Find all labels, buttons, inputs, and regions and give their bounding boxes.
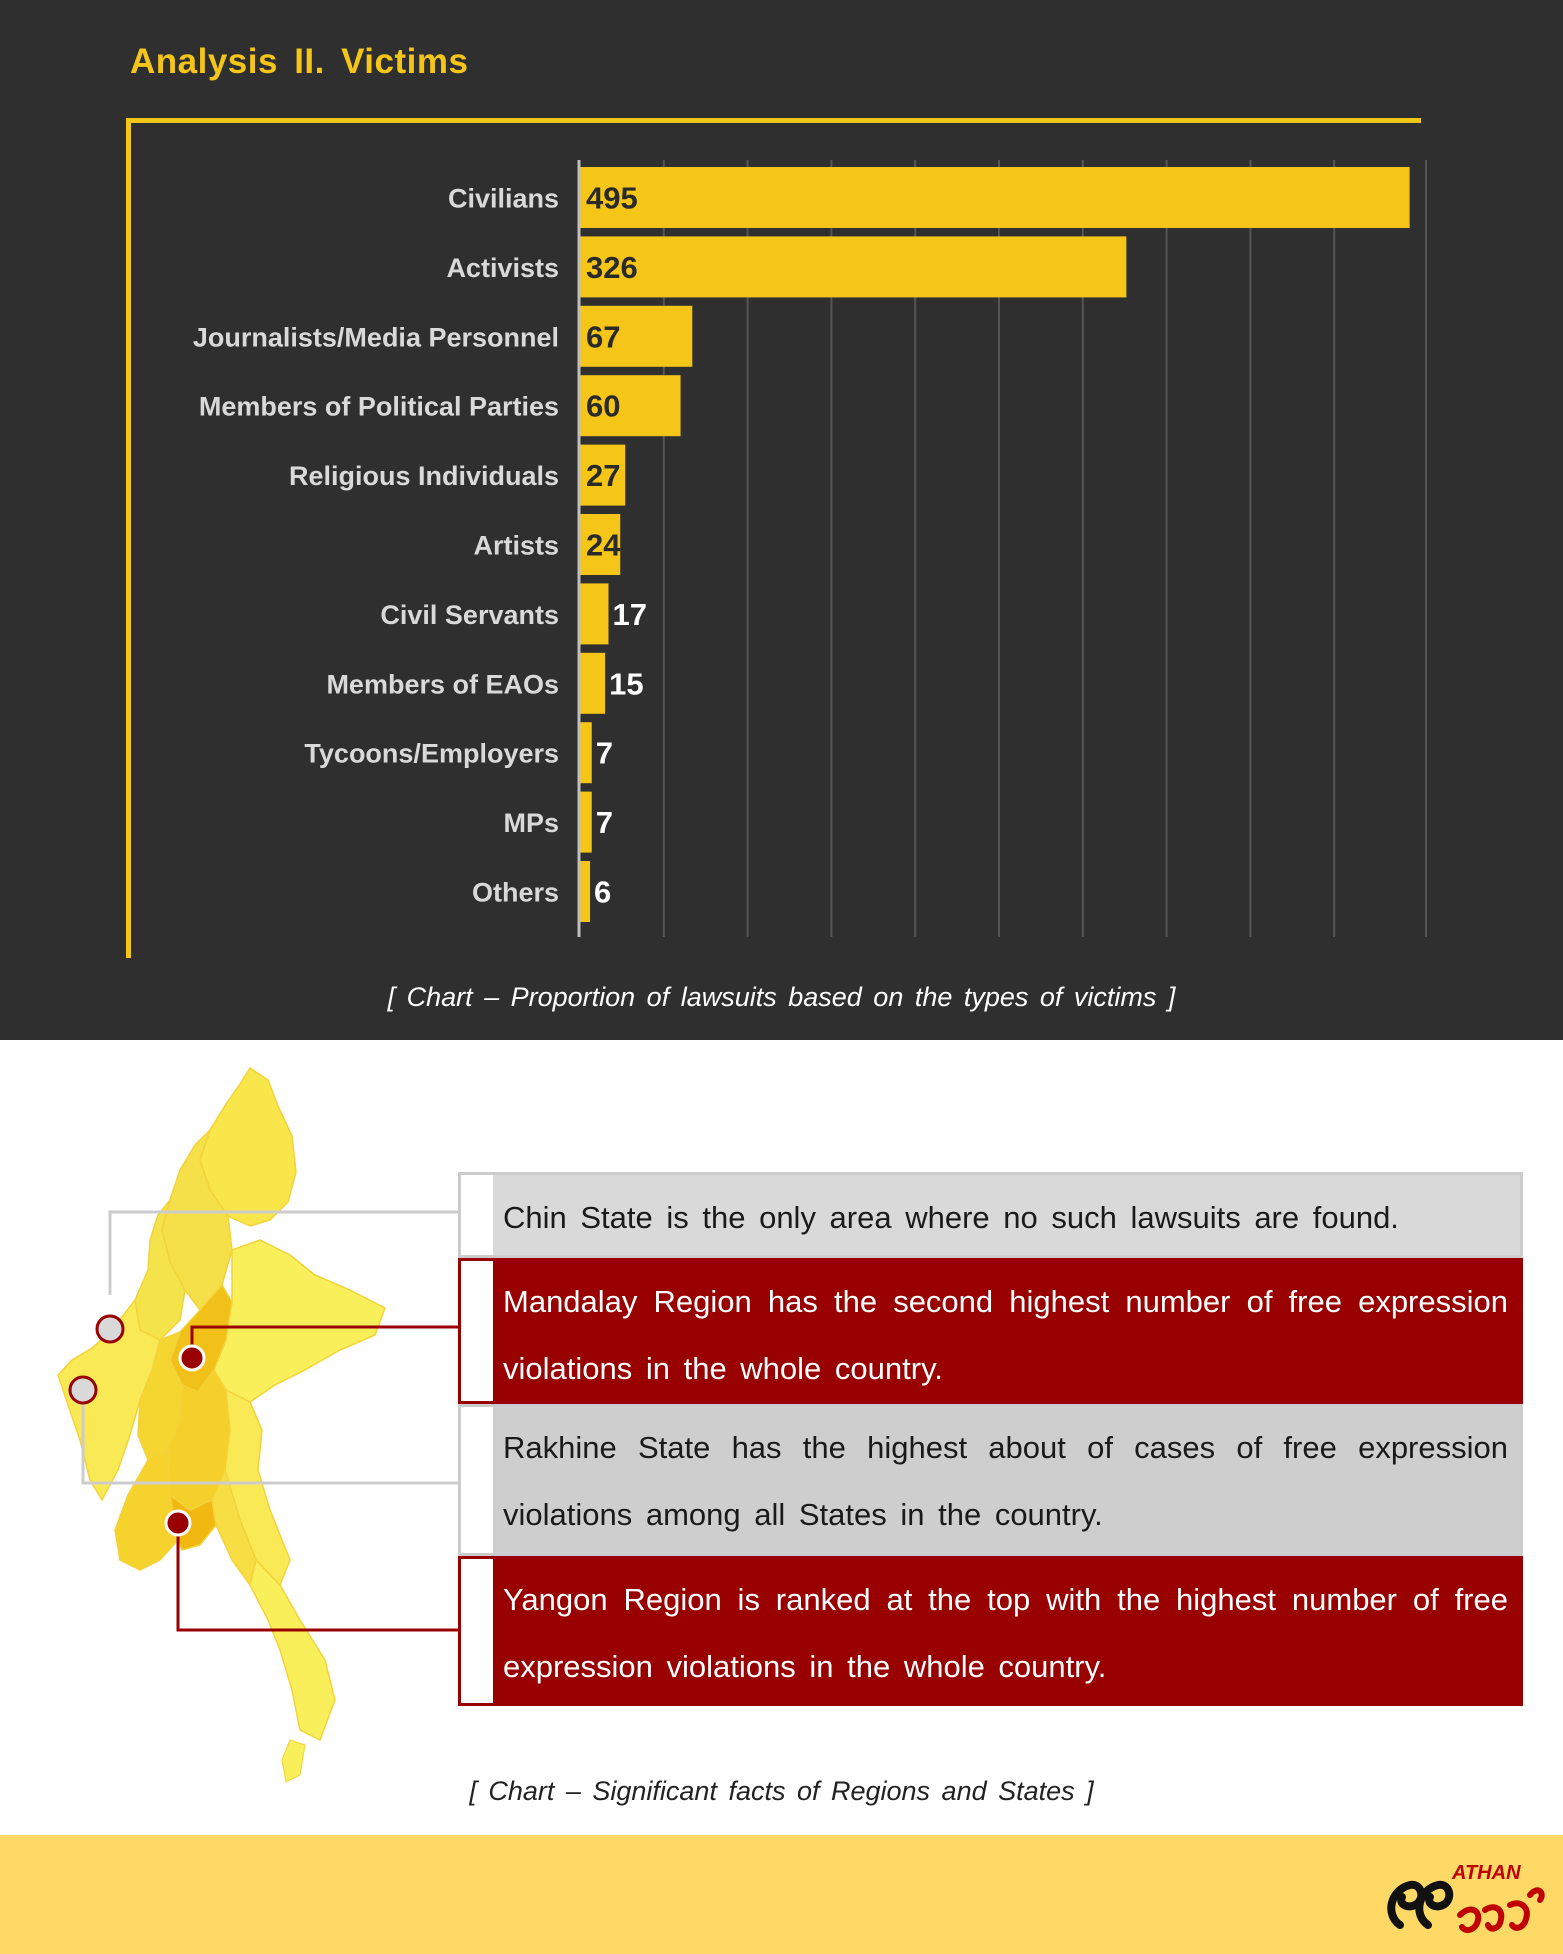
category-label: Religious Individuals [288,461,559,492]
marker-mandalay [180,1346,204,1370]
fact-mandalay [458,1258,1523,1404]
category-label: Others [471,877,559,908]
category-label: Civilians [447,183,559,214]
bar-1 [580,236,1126,297]
value-label: 326 [586,249,638,285]
fact-chin [458,1172,1523,1258]
bar-8 [580,722,592,783]
value-label: 15 [609,666,644,702]
value-label: 67 [586,319,621,355]
fact-tab [461,1559,493,1703]
value-label: 6 [594,874,612,910]
fact-tab [461,1407,493,1553]
fact-rakhine [458,1404,1523,1556]
connector-yangon [178,1530,460,1630]
marker-chin [97,1316,123,1342]
value-label: 7 [595,735,613,771]
fact-text: Mandalay Region has the second highest number of free expression violations in the whole country. [503,1284,1508,1386]
footer-band [0,1835,1563,1954]
value-label: 495 [586,180,638,216]
value-label: 17 [612,596,647,632]
fact-text: Rakhine State has the highest about of cases of free expression violations among all States in the country. [503,1430,1508,1532]
fact-tab [461,1261,493,1401]
category-label: MPs [503,808,559,839]
category-label: Tycoons/Employers [304,738,559,769]
category-label: Artists [473,530,559,561]
fact-tab [461,1175,493,1255]
fact-text: Yangon Region is ranked at the top with the highest number of free expression violations in the whole country. [503,1582,1508,1684]
page-title: Analysis II. Victims [130,42,469,81]
value-label: 27 [586,458,621,494]
bar-6 [580,583,608,644]
regions-chart-caption: [ Chart – Significant facts of Regions and States ] [469,1776,1094,1806]
map-regions [58,1068,385,1782]
logo-text: ATHAN [1452,1862,1521,1884]
marker-yangon [166,1511,190,1535]
map-region-shan [214,1240,385,1402]
marker-rakhine [70,1377,96,1403]
value-label: 24 [586,527,621,563]
bar-7 [580,653,605,714]
value-label: 7 [595,805,613,841]
map-region-tanintharyi [250,1560,335,1740]
fact-yangon [458,1556,1523,1706]
category-label: Civil Servants [380,599,559,630]
victims-chart-caption: [ Chart – Proportion of lawsuits based on the types of victims ] [387,982,1176,1012]
bar-10 [580,861,590,922]
category-label: Members of Political Parties [198,391,559,422]
bar-9 [580,792,592,853]
bar-0 [580,167,1410,228]
value-label: 60 [586,388,621,424]
category-label: Members of EAOs [326,669,559,700]
category-label: Journalists/Media Personnel [192,322,559,353]
fact-text: Chin State is the only area where no such lawsuits are found. [503,1200,1399,1235]
myanmar-map [0,1040,460,1800]
category-label: Activists [446,252,559,283]
